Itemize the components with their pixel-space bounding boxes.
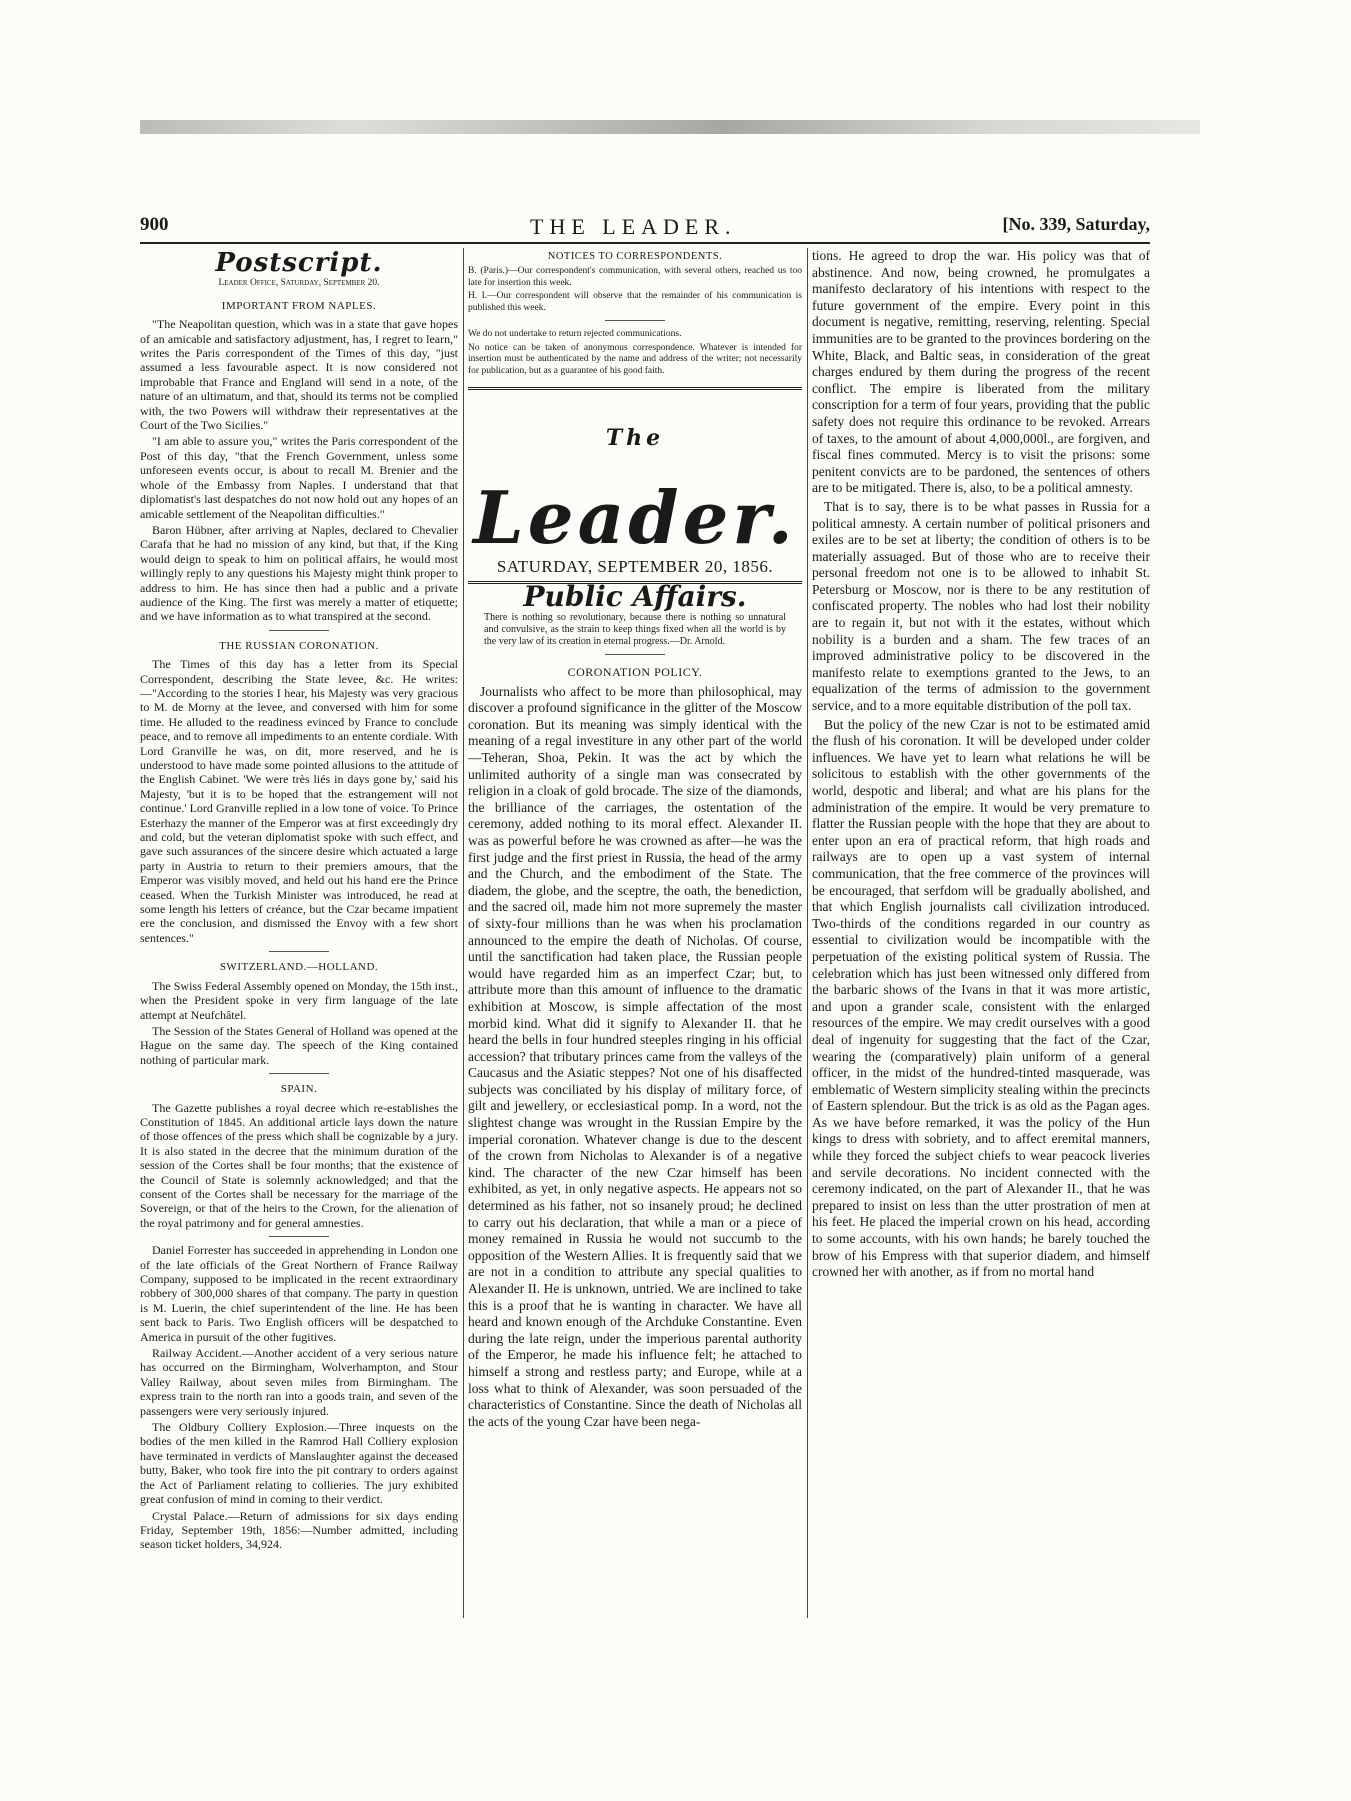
notices-heading: NOTICES TO CORRESPONDENTS. <box>547 251 723 262</box>
issue-info: [No. 339, Saturday, <box>1002 214 1150 234</box>
news-item: Daniel Forrester has succeeded in apprehending in London one of the late officials of the Great Northern of France Railway Company, supposed to be implicated in the recent extraordinary robbery of 300,000 shares of that company. The party in question is M. Luerin, the chief superintendent of the line. He has been sent back to Paris. Two English officers will be despatched to America in pursuit of the other fugitives. <box>140 1243 458 1344</box>
paragraph: The Session of the States General of Holland was opened at the Hague on the same day. The speech of the King contained nothing of particular mark. <box>140 1023 458 1067</box>
paragraph: That is to say, there is to be what passes in Russia for a political amnesty. A certain number of political prisoners and exiles are to be set at liberty; the condition of others is to be materially assuaged. But of those who are to receive their personal freedom not one is to be allowed to inhabit St. Petersburg or Moscow, nor is there to be any restitution of confiscated property. The nobles who had lost their nobility are to regain it, but not with it the estates, without which nobility is a burden and a sham. The few traces of an improved administrative policy to be discovered in the manifesto relate to exemptions granted to the Jews, to an equalization of the terms of admission to the government service, and to a more equitable distribution of the poll tax. <box>812 498 1150 714</box>
masthead-date: SATURDAY, SEPTEMBER 20, 1856. <box>496 557 774 577</box>
paragraph: tions. He agreed to drop the war. His policy was that of abstinence. And now, being crowned, he promulgates a manifesto declaratory of his intentions with respect to the future government of the empire. Every point in this document is negative, remitting, reserving, relenting. Special immunities are to be granted to the provinces bordering on the White, Black, and Baltic seas, in consideration of the great charges endured by them during the progress of the recent conflict. The empire is liberated from the military conscription for a term of four years, providing that the public safety does not require this ordinance to be revoked. Arrears of taxes, to the amount of about 4,000,000l., are forgiven, and fiscal fines commuted. Mercy is to visit the prisons: some penitent convicts are to be pardoned, the sentences of others are to be mitigated. There is, also, to be a political amnesty. <box>812 248 1150 496</box>
paragraph: The Swiss Federal Assembly opened on Monday, the 15th inst., when the President spoke in very firm language of the late attempt at Neufchâtel. <box>140 978 458 1022</box>
notice-item: H. I.—Our correspondent will observe that the remainder of his communication is published this week. <box>468 291 802 313</box>
article-body <box>812 248 1150 1281</box>
news-item: The Oldbury Colliery Explosion.—Three inquests on the bodies of the men killed in the Ramrod Hall Colliery explosion have terminated in verdicts of Manslaughter against the deceased butty, Baker, who took fire into the pit contrary to orders against the Act of Parliament relating to collieries. The jury exhibited great confusion of mind in coming to their verdict. <box>140 1420 458 1507</box>
masthead-title <box>468 398 802 561</box>
separator <box>605 654 665 655</box>
running-title: THE LEADER. <box>530 214 737 239</box>
section-heading: SPAIN. <box>280 1083 318 1096</box>
notice-note: No notice can be taken of anonymous correspondence. Whatever is intended for insertion must be authenticated by the name and address of the writer; not necessarily for publication, but as a guarantee of his good faith. <box>468 342 802 376</box>
paragraph: The Gazette publishes a royal decree which re-establishes the Constitution of 1845. An additional article lays down the nature of those offences of the press which shall be cognizable by a jury. It is also stated in the decree that the minimum duration of the session of the Cortes shall be four months; that the existence of the Council of State is solemnly acknowledged; and that the consent of the Cortes shall be necessary for the marriage of the Sovereign, or that of the heirs to the Crown, for the alienation of the royal patrimony and for general amnesties. <box>140 1100 458 1230</box>
postscript-title: Postscript. <box>215 248 383 278</box>
header-rule <box>140 242 1150 244</box>
paragraph: The Times of this day has a letter from its Special Correspondent, describing the State levee, &c. He writes:—"According to the stories I hear, his Majesty was very gracious to M. de Morny at the levee, and conversed with him for some time. He alluded to the readiness evinced by France to conclude peace, and to remove all impediments to an entente cordiale. With Lord Granville he was, on dit, more reserved, and he is understood to have made some pointed allusions to the attitude of the English Cabinet. 'We were très liés in days gone by,' said his Majesty, 'but it is to be hoped that the estrangement will not continue.' Lord Granville replied in a low tone of voice. To Prince Esterhazy the manner of the Emperor was at first exceedingly dry and cold, but the veteran diplomatist spoke with such effect, and gave such assurances of the sincere desire which actuated a large party in Austria to return to their premiers amours, that the Emperor was visibly moved, and held out his hand ere the Prince ceased. When the Turkish Minister was introduced, he read at some length his letters of créance, but the Czar became impatient ere the conclusion, and dismissed the Envoy with a few short sentences." <box>140 657 458 945</box>
paragraph: Baron Hübner, after arriving at Naples, declared to Chevalier Carafa that he had no mission of any kind, but that, if the King would deign to speak to him on political affairs, he would most willingly reply to any questions his Majesty might think proper to address to him. He has since then had a public and a private audience of the King. The first was merely a matter of etiquette; and we have information as to what transpired at the second. <box>140 522 458 624</box>
postscript-dateline: Leader Office, Saturday, September 20. <box>218 278 380 289</box>
paragraph: "The Neapolitan question, which was in a state that gave hopes of an amicable and satisfactory adjustment, has, I regret to learn," writes the Paris correspondent of the Times of this day, "just assumed a less favourable aspect. It is now considered not improbable that France and England will send in a note, of the nature of an ultimatum, and that, should its terms not be complied with, the two Powers will withdraw their representatives at the Court of the Two Sicilies." <box>140 317 458 433</box>
page-top-edge <box>140 120 1200 134</box>
article-body <box>468 684 802 1431</box>
separator <box>269 630 329 631</box>
article-continuation-column <box>812 248 1150 1618</box>
article-heading: CORONATION POLICY. <box>567 665 703 680</box>
postscript-column <box>140 248 458 1618</box>
epigraph: There is nothing so revolutionary, because there is nothing so unnatural and convulsive, as the strain to keep things fixed when all the world is by the very law of its creation in eternal progress.—Dr. Arnold. <box>484 612 786 648</box>
section-heading: THE RUSSIAN CORONATION. <box>219 639 379 652</box>
separator <box>605 320 665 321</box>
page-header <box>140 214 1150 240</box>
masthead-rule <box>468 387 802 390</box>
notice-item: B. (Paris.)—Our correspondent's communication, with several others, reached us too late for insertion this week. <box>468 266 802 288</box>
separator <box>269 951 329 952</box>
page-number: 900 <box>140 214 169 235</box>
news-item: Crystal Palace.—Return of admissions for six days ending Friday, September 19th, 1856:—Number admitted, including season ticket holders, 34,924. <box>140 1508 458 1552</box>
separator <box>269 1236 329 1237</box>
paragraph: Journalists who affect to be more than philosophical, may discover a profound significance in the glitter of the Moscow coronation. But its meaning was simply identical with the meaning of a regal investiture in any other part of the world—Teheran, Shoa, Pekin. It was the act by which the unlimited authority of a single man was consecrated by religion in a cloak of gold brocade. The size of the diamonds, the brilliance of the carriages, the ostentation of the ceremony, added nothing to its moral effect. Alexander II. was as powerful before he was crowned as after—he was the first judge and the first priest in Russia, the head of the army and the Church, and the embodiment of the State. The diadem, the globe, and the sceptre, the oath, the benediction, and the sacred oil, made him not more supremely the master of sixty-four millions than he was when his proclamation announced to the empire the death of Nicholas. Of course, until the sanctification had taken place, the Russian people would have regarded him as an imperfect Czar; but, to attribute more than this amount of influence to the dramatic exhibition at Moscow, is simple affectation of the most morbid kind. What did it signify to Alexander II. that he heard the bells in four hundred steeples ringing in his official accession? that tributary princes came from the valleys of the Caucasus and the Asiatic steppes? Not one of his disaffected subjects was conciliated by his display of military force, of gilt and jewellery, or ecclesiastical pomp. In a word, not the slightest change was wrought in the Russian Empire by the imperial coronation. Whatever change is due to the descent of the crown from Nicholas to Alexander is of a negative kind. The character of the new Czar himself has been exhibited, as yet, in only negative aspects. He appears not so determined as his father, not so insanely proud; he declined to carry out his declaration, that while a man or a piece of money remained in Russia he would not succumb to the opposition of the Western Allies. It is frequently said that we are not in a condition to attribute any special qualities to Alexander II. He is unknown, untried. We are inclined to take this is a proof that he is wanting in character. We have all heard and known enough of the Archduke Constantine. Even during the late reign, under the imperious parental authority of the Emperor, he made his influence felt; he attached to himself a strong and restless party; and Europe, while at a loss what to think of Alexander, was soon persuaded of the characteristics of Constantine. Since the death of Nicholas all the acts of the young Czar have been nega- <box>468 683 802 1429</box>
column-divider <box>463 248 464 1618</box>
masthead-name: Leader. <box>473 475 797 561</box>
public-affairs-title: Public Affairs. <box>523 579 747 613</box>
masthead-the: The <box>605 425 665 452</box>
masthead-column <box>468 248 802 1618</box>
column-divider <box>807 248 808 1618</box>
news-item: Railway Accident.—Another accident of a very serious nature has occurred on the Birmingham, Wolverhampton, and Stour Valley Railway, about seven miles from Birmingham. The express train to the north ran into a goods train, and seven of the passengers were very seriously injured. <box>140 1346 458 1418</box>
separator <box>269 1073 329 1074</box>
paragraph: "I am able to assure you," writes the Paris correspondent of the Post of this day, "that the French Government, unless some unforeseen events occur, is about to recall M. Brenier and the whole of the Embassy from Naples. I understand that that diplomatist's last despatches do not now hold out any hopes of an amicable settlement of the Neapolitan difficulties." <box>140 434 458 521</box>
section-heading: IMPORTANT FROM NAPLES. <box>221 299 377 312</box>
section-heading: SWITZERLAND.—HOLLAND. <box>219 961 379 974</box>
paragraph: But the policy of the new Czar is not to be estimated amid the flush of his coronation. It will be developed under colder influences. We have yet to learn what relations he will be solicitous to establish with the other governments of the world, despotic and liberal; and what are his plans for the administration of the empire. It would be very premature to flatter the Russian people with the hope that they are about to enter upon an era of practical reform, that high roads and railways are to open up a vast system of internal communication, that the free commerce of the provinces will be encouraged, that serfdom will be gradually abolished, and that which English journalists call civilization introduced. Two-thirds of the conditions regarded in our country as essential to civilization would be incompatible with the perpetuation of the existing political system of Russia. The celebration which has just been witnessed only differed from the barbaric shows of the Ivans in that it was more artistic, and upon a grander scale, consistent with the enlarged resources of the empire. We may credit ourselves with a good deal of ingenuity for suggesting that the fact of the Czar, wearing the (comparatively) plain uniform of a general officer, in the midst of the hundred-tinted masquerade, was emblematic of Western simplicity stealing within the precincts of Eastern splendour. But the trick is as old as the Pagan ages. As we have before remarked, it was the policy of the Hun kings to dress with sobriety, and to affect eremital manners, while they forced the subject chiefs to wear peacock liveries and servile decorations. No incident connected with the ceremony indicated, on the part of Alexander II., that he was prepared to insist on less than the utter prostration of men at his feet. He placed the imperial crown on his head, according to some accounts, with his own hands; he barely touched the brow of his Empress with that superior diadem, and himself crowned her with another, as if from no mortal hand <box>812 716 1150 1280</box>
notice-note: We do not undertake to return rejected communications. <box>468 329 682 340</box>
